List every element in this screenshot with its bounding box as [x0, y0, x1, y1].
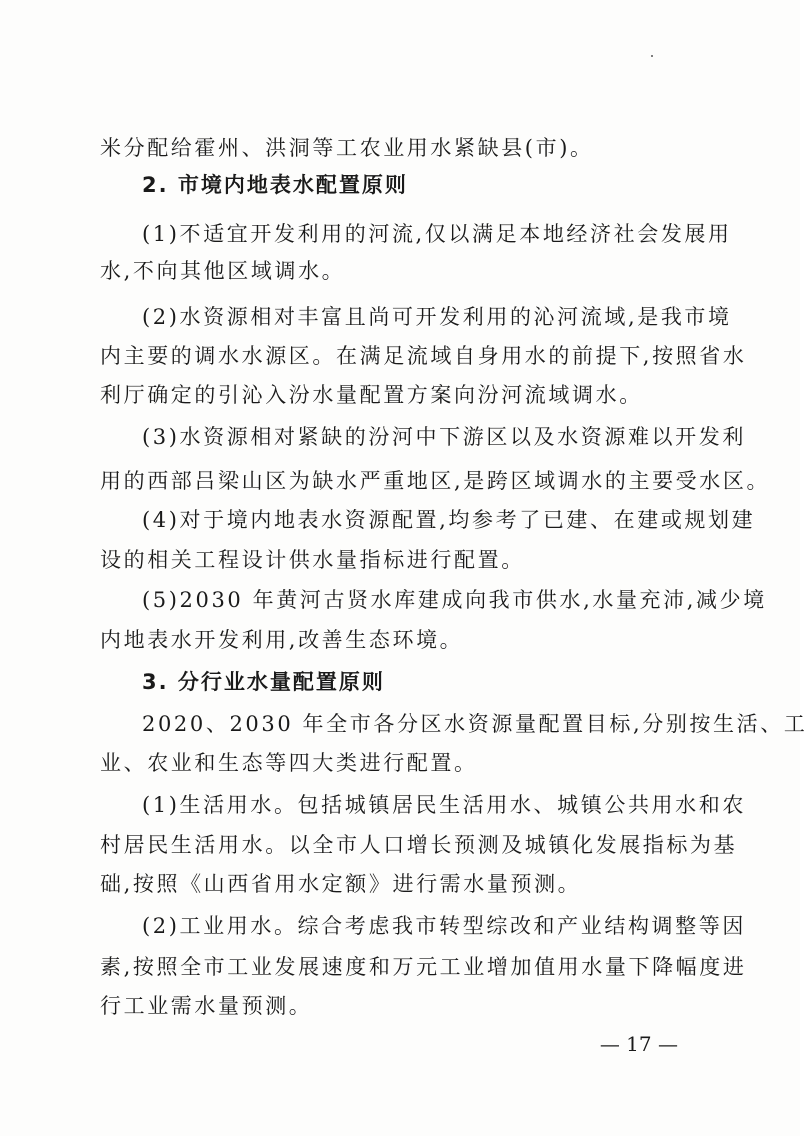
- text-line: 设的相关工程设计供水量指标进行配置。: [100, 548, 525, 572]
- page-number: — 17 —: [599, 1032, 678, 1056]
- text-line: (4)对于境内地表水资源配置,均参考了已建、在建或规划建: [142, 508, 756, 532]
- text-line: 素,按照全市工业发展速度和万元工业增加值用水量下降幅度进: [100, 955, 747, 979]
- text-line: 水,不向其他区域调水。: [100, 259, 346, 283]
- text-line: 米分配给霍州、洪洞等工农业用水紧缺县(市)。: [100, 136, 594, 160]
- text-line: 业、农业和生态等四大类进行配置。: [100, 751, 478, 775]
- text-line: (2)工业用水。综合考虑我市转型综改和产业结构调整等因: [142, 914, 746, 938]
- text-line: 行工业需水量预测。: [100, 994, 313, 1018]
- text-line: 2020、2030 年全市各分区水资源量配置目标,分别按生活、工: [142, 712, 807, 736]
- text-line: (5)2030 年黄河古贤水库建成向我市供水,水量充沛,减少境: [142, 588, 767, 612]
- text-line: (1)生活用水。包括城镇居民生活用水、城镇公共用水和农: [142, 793, 746, 817]
- section-heading: 3. 分行业水量配置原则: [142, 670, 385, 694]
- text-line: 村居民生活用水。以全市人口增长预测及城镇化发展指标为基: [100, 833, 738, 857]
- text-line: (1)不适宜开发利用的河流,仅以满足本地经济社会发展用: [142, 222, 732, 246]
- text-line: 利厅确定的引沁入汾水量配置方案向汾河流域调水。: [100, 383, 643, 407]
- text-line: 内主要的调水水源区。在满足流域自身用水的前提下,按照省水: [100, 344, 747, 368]
- text-line: 础,按照《山西省用水定额》进行需水量预测。: [100, 872, 582, 896]
- text-line: 内地表水开发利用,改善生态环境。: [100, 628, 464, 652]
- text-line: (3)水资源相对紧缺的汾河中下游区以及水资源难以开发利: [142, 425, 746, 449]
- text-line: 用的西部吕梁山区为缺水严重地区,是跨区域调水的主要受水区。: [100, 469, 771, 493]
- section-heading: 2. 市境内地表水配置原则: [142, 173, 408, 197]
- text-line: (2)水资源相对丰富且尚可开发利用的沁河流域,是我市境: [142, 305, 732, 329]
- scan-speck: [651, 55, 653, 57]
